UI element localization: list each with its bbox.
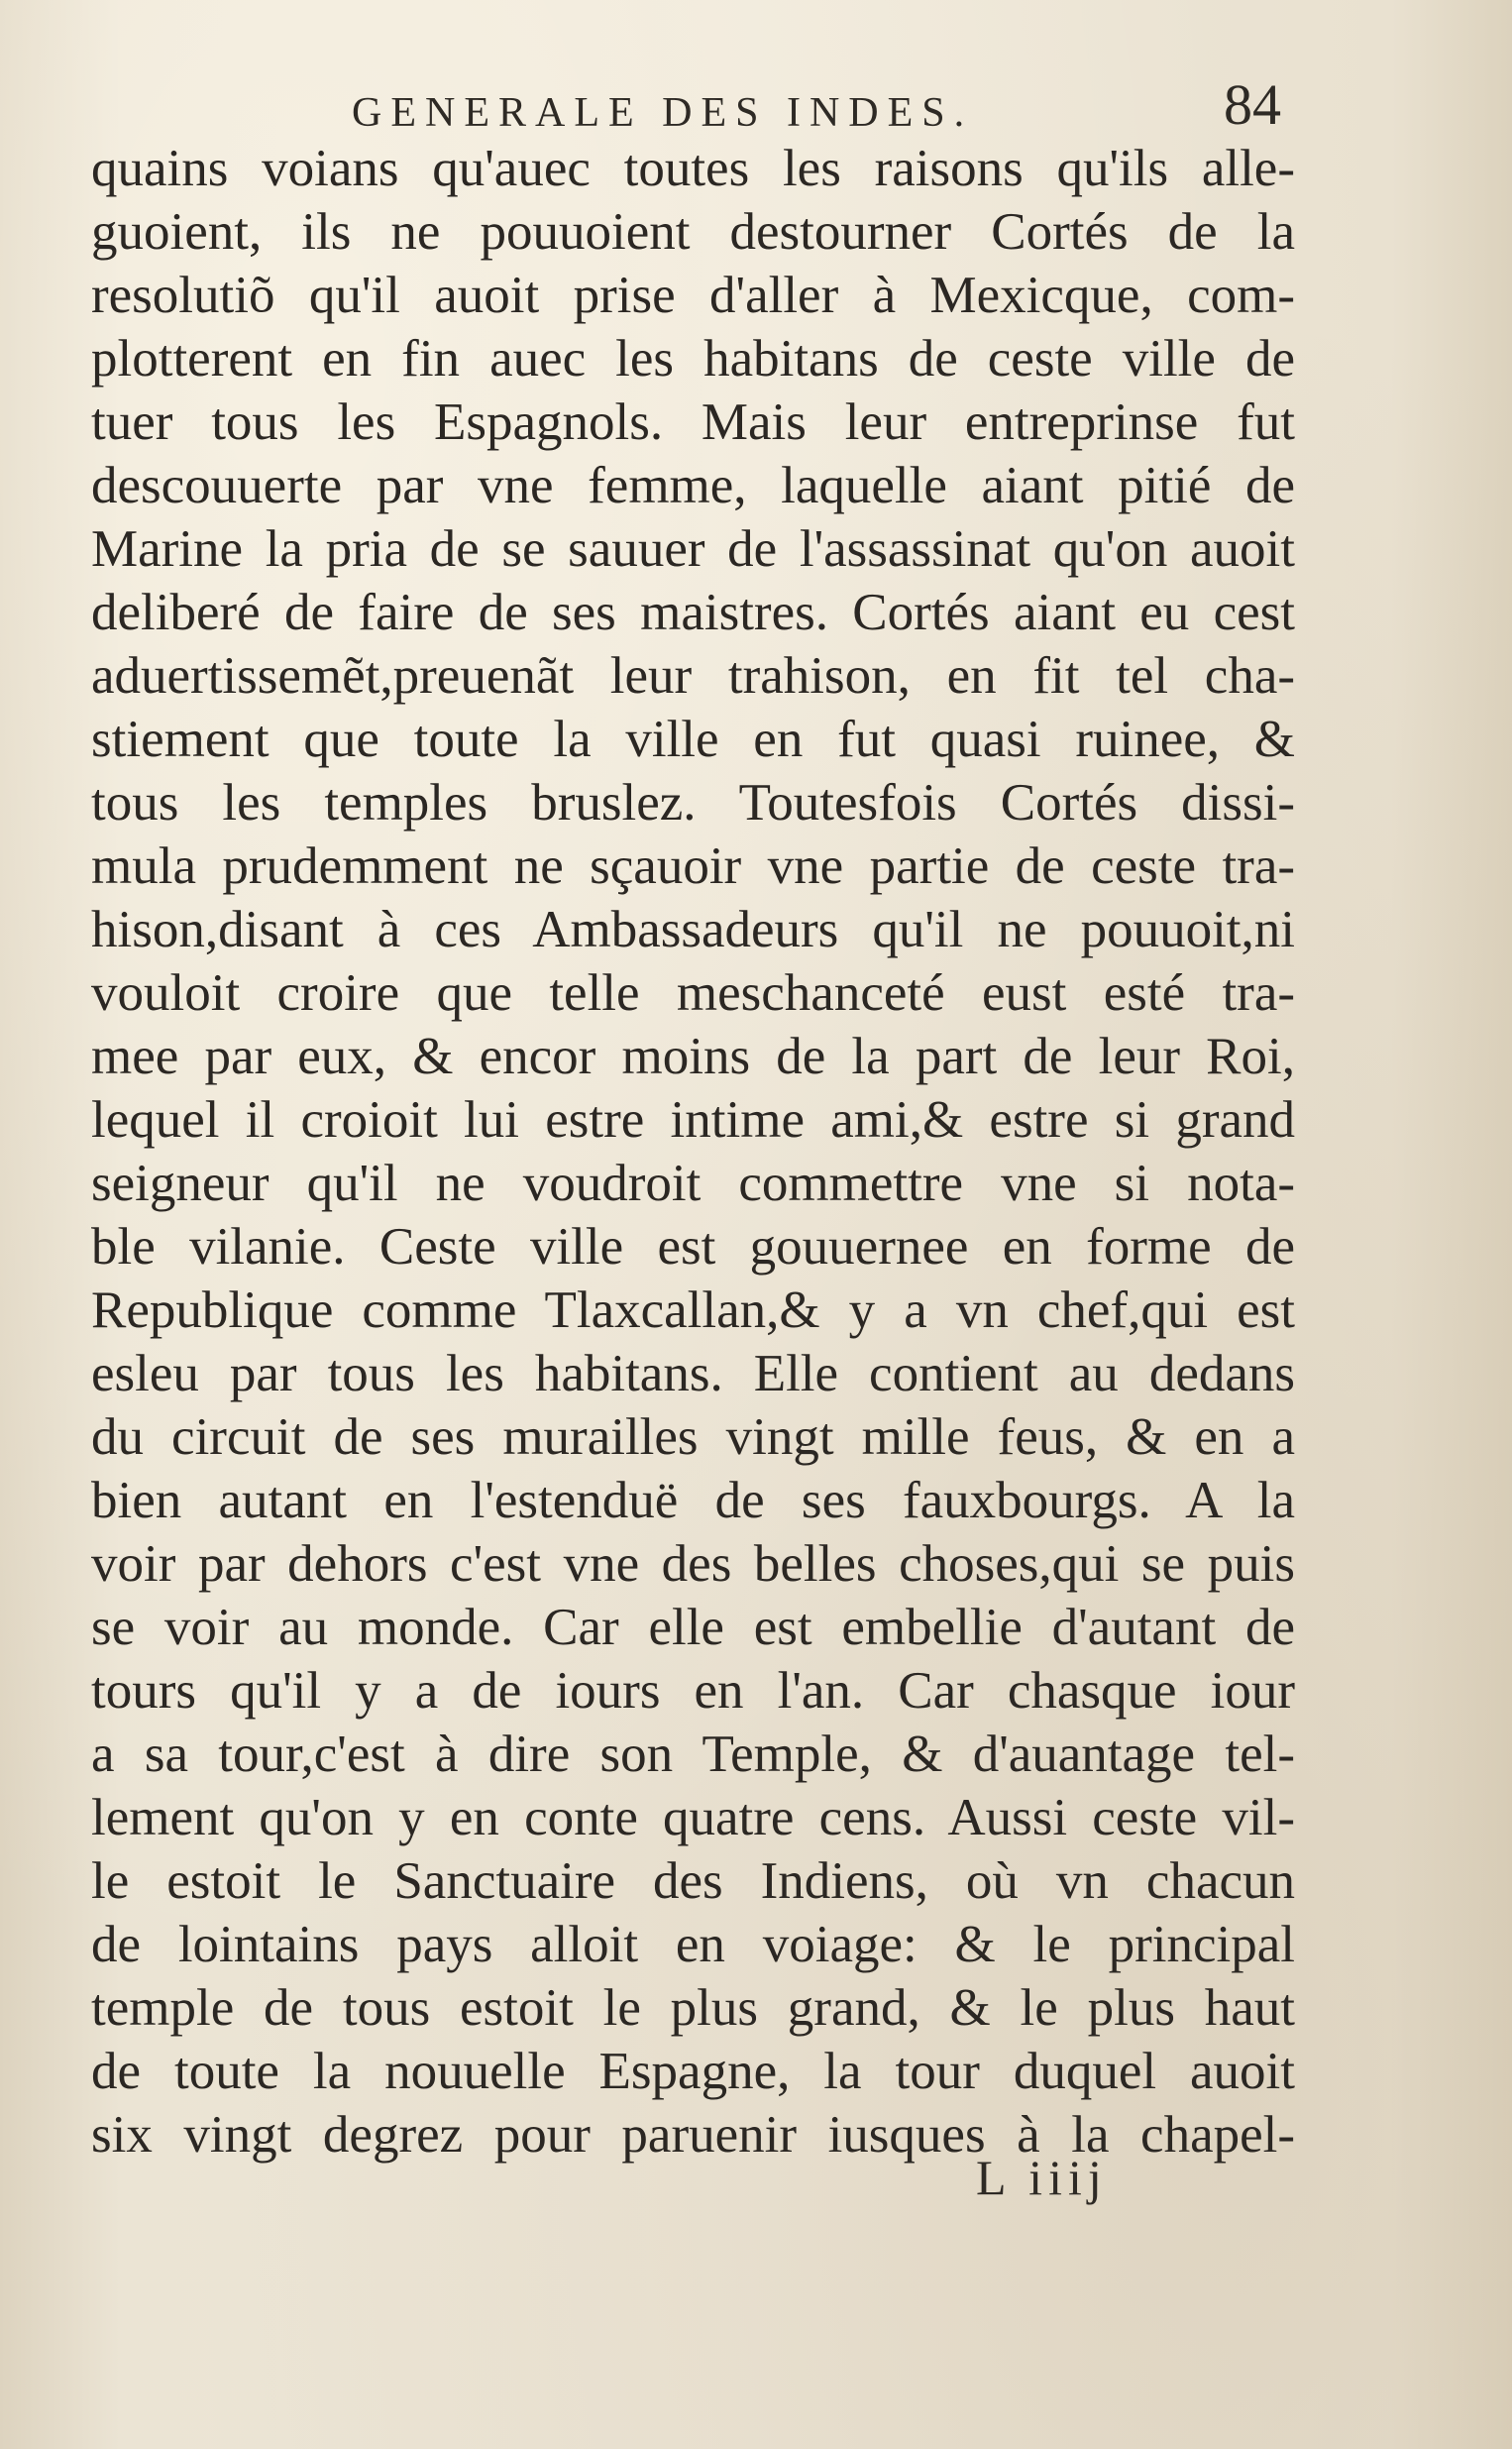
text-line: ble vilanie. Ceste ville est gouuernee en forme de — [91, 1218, 1295, 1276]
text-line: du circuit de ses murailles vingt mille feus, & en a — [91, 1408, 1295, 1466]
text-line: le estoit le Sanctuaire des Indiens, où vn chacun — [91, 1852, 1295, 1910]
body-text — [91, 137, 1295, 2167]
text-line: plotterent en fin auec les habitans de ceste ville de — [91, 330, 1295, 388]
text-line: de lointains pays alloit en voiage: & le principal — [91, 1916, 1295, 1973]
text-line: stiement que toute la ville en fut quasi ruinee, & — [91, 711, 1295, 768]
text-line: descouuerte par vne femme, laquelle aiant pitié de — [91, 457, 1295, 514]
text-line: mee par eux, & encor moins de la part de leur Roi, — [91, 1028, 1295, 1085]
text-line: tuer tous les Espagnols. Mais leur entreprinse fut — [91, 393, 1295, 451]
text-line: esleu par tous les habitans. Elle contient au dedans — [91, 1345, 1295, 1402]
text-line: bien autant en l'estenduë de ses fauxbourgs. A la — [91, 1472, 1295, 1529]
signature-mark: L iiij — [976, 2150, 1108, 2205]
text-line: a sa tour,c'est à dire son Temple, & d'auantage tel- — [91, 1725, 1295, 1783]
text-line: tours qu'il y a de iours en l'an. Car chasque iour — [91, 1662, 1295, 1720]
text-line: deliberé de faire de ses maistres. Cortés aiant eu cest — [91, 584, 1295, 641]
text-line: aduertissemẽt,preuenãt leur trahison, en fit tel cha- — [91, 647, 1295, 705]
text-line: temple de tous estoit le plus grand, & le plus haut — [91, 1979, 1295, 2037]
text-line: lequel il croioit lui estre intime ami,& estre si grand — [91, 1091, 1295, 1149]
text-line: resolutiõ qu'il auoit prise d'aller à Mexicque, com- — [91, 267, 1295, 324]
text-line: hison,disant à ces Ambassadeurs qu'il ne pouuoit,ni — [91, 901, 1295, 958]
page-header — [352, 71, 1293, 141]
text-line: tous les temples bruslez. Toutesfois Cortés dissi- — [91, 774, 1295, 832]
text-line: guoient, ils ne pouuoient destourner Cortés de la — [91, 203, 1295, 261]
text-line: Republique comme Tlaxcallan,& y a vn chef,qui est — [91, 1281, 1295, 1339]
text-line: lement qu'on y en conte quatre cens. Aussi ceste vil- — [91, 1789, 1295, 1846]
running-head: GENERALE DES INDES. — [352, 90, 974, 136]
text-line: six vingt degrez pour paruenir iusques à la chapel- — [91, 2106, 1295, 2164]
text-line: vouloit croire que telle meschanceté eust esté tra- — [91, 964, 1295, 1022]
text-line: quains voians qu'auec toutes les raisons qu'ils alle- — [91, 140, 1295, 197]
page-number: 84 — [1224, 72, 1281, 137]
text-line: se voir au monde. Car elle est embellie d'autant de — [91, 1599, 1295, 1656]
text-line: voir par dehors c'est vne des belles choses,qui se puis — [91, 1535, 1295, 1593]
text-line: seigneur qu'il ne voudroit commettre vne si nota- — [91, 1155, 1295, 1212]
text-line: de toute la nouuelle Espagne, la tour duquel auoit — [91, 2043, 1295, 2100]
text-line: mula prudemment ne sçauoir vne partie de ceste tra- — [91, 837, 1295, 895]
text-line: Marine la pria de se sauuer de l'assassinat qu'on auoit — [91, 520, 1295, 578]
